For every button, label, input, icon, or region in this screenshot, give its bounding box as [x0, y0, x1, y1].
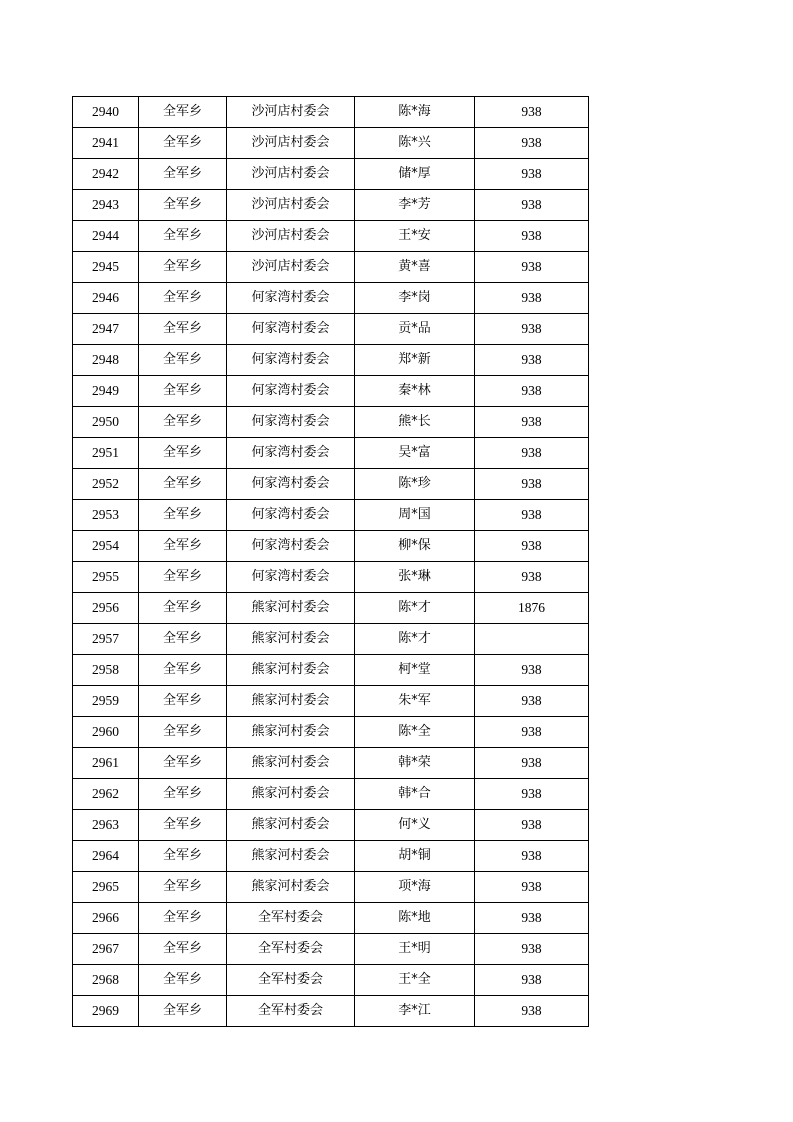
cell-township: 全军乡 [139, 779, 227, 810]
table-row [73, 500, 589, 531]
cell-serial-number: 2944 [73, 221, 139, 252]
cell-amount: 938 [475, 686, 589, 717]
cell-township: 全军乡 [139, 965, 227, 996]
cell-village-committee: 沙河店村委会 [227, 97, 355, 128]
cell-person-name: 陈*海 [355, 97, 475, 128]
cell-amount: 938 [475, 903, 589, 934]
cell-village-committee: 全军村委会 [227, 903, 355, 934]
cell-person-name: 李*岗 [355, 283, 475, 314]
cell-serial-number: 2955 [73, 562, 139, 593]
cell-serial-number: 2943 [73, 190, 139, 221]
cell-person-name: 项*海 [355, 872, 475, 903]
cell-serial-number: 2945 [73, 252, 139, 283]
cell-serial-number: 2949 [73, 376, 139, 407]
cell-serial-number: 2958 [73, 655, 139, 686]
table-row [73, 190, 589, 221]
cell-person-name: 柯*堂 [355, 655, 475, 686]
cell-village-committee: 熊家河村委会 [227, 841, 355, 872]
table-row [73, 872, 589, 903]
cell-township: 全军乡 [139, 810, 227, 841]
cell-amount: 938 [475, 810, 589, 841]
cell-amount: 938 [475, 345, 589, 376]
table-row [73, 221, 589, 252]
roster-table [72, 96, 589, 1027]
cell-township: 全军乡 [139, 97, 227, 128]
cell-village-committee: 何家湾村委会 [227, 531, 355, 562]
table-row [73, 655, 589, 686]
cell-village-committee: 沙河店村委会 [227, 221, 355, 252]
cell-amount: 938 [475, 283, 589, 314]
cell-amount: 1876 [475, 593, 589, 624]
cell-serial-number: 2953 [73, 500, 139, 531]
cell-serial-number: 2963 [73, 810, 139, 841]
table-row [73, 748, 589, 779]
cell-township: 全军乡 [139, 872, 227, 903]
table-row [73, 934, 589, 965]
cell-amount: 938 [475, 221, 589, 252]
cell-amount: 938 [475, 438, 589, 469]
table-row [73, 314, 589, 345]
table-row [73, 810, 589, 841]
cell-village-committee: 熊家河村委会 [227, 717, 355, 748]
cell-amount: 938 [475, 500, 589, 531]
cell-township: 全军乡 [139, 903, 227, 934]
cell-serial-number: 2951 [73, 438, 139, 469]
table-row [73, 717, 589, 748]
cell-village-committee: 何家湾村委会 [227, 438, 355, 469]
table-row [73, 903, 589, 934]
cell-serial-number: 2948 [73, 345, 139, 376]
cell-amount: 938 [475, 872, 589, 903]
table-row [73, 562, 589, 593]
cell-township: 全军乡 [139, 283, 227, 314]
cell-person-name: 贡*品 [355, 314, 475, 345]
table-row [73, 624, 589, 655]
cell-amount: 938 [475, 314, 589, 345]
cell-village-committee: 何家湾村委会 [227, 407, 355, 438]
cell-township: 全军乡 [139, 686, 227, 717]
cell-village-committee: 沙河店村委会 [227, 159, 355, 190]
cell-amount: 938 [475, 97, 589, 128]
cell-amount: 938 [475, 469, 589, 500]
cell-person-name: 李*江 [355, 996, 475, 1027]
cell-township: 全军乡 [139, 748, 227, 779]
cell-township: 全军乡 [139, 469, 227, 500]
cell-village-committee: 何家湾村委会 [227, 283, 355, 314]
cell-township: 全军乡 [139, 841, 227, 872]
table-row [73, 438, 589, 469]
table-row [73, 97, 589, 128]
cell-amount: 938 [475, 655, 589, 686]
cell-township: 全军乡 [139, 531, 227, 562]
cell-amount: 938 [475, 252, 589, 283]
cell-township: 全军乡 [139, 717, 227, 748]
cell-serial-number: 2947 [73, 314, 139, 345]
cell-serial-number: 2956 [73, 593, 139, 624]
cell-township: 全军乡 [139, 221, 227, 252]
table-row [73, 283, 589, 314]
cell-person-name: 胡*铜 [355, 841, 475, 872]
cell-village-committee: 熊家河村委会 [227, 779, 355, 810]
roster-table-body [73, 97, 589, 1027]
cell-township: 全军乡 [139, 128, 227, 159]
cell-amount: 938 [475, 717, 589, 748]
cell-serial-number: 2961 [73, 748, 139, 779]
cell-amount: 938 [475, 128, 589, 159]
cell-amount: 938 [475, 407, 589, 438]
cell-person-name: 柳*保 [355, 531, 475, 562]
cell-village-committee: 沙河店村委会 [227, 128, 355, 159]
cell-township: 全军乡 [139, 996, 227, 1027]
cell-township: 全军乡 [139, 314, 227, 345]
cell-amount: 938 [475, 159, 589, 190]
cell-township: 全军乡 [139, 562, 227, 593]
cell-village-committee: 熊家河村委会 [227, 624, 355, 655]
cell-township: 全军乡 [139, 438, 227, 469]
cell-township: 全军乡 [139, 593, 227, 624]
cell-amount: 938 [475, 531, 589, 562]
cell-township: 全军乡 [139, 500, 227, 531]
cell-amount: 938 [475, 748, 589, 779]
cell-serial-number: 2965 [73, 872, 139, 903]
table-row [73, 345, 589, 376]
cell-person-name: 王*全 [355, 965, 475, 996]
cell-township: 全军乡 [139, 159, 227, 190]
table-row [73, 128, 589, 159]
cell-township: 全军乡 [139, 407, 227, 438]
cell-person-name: 陈*珍 [355, 469, 475, 500]
cell-serial-number: 2969 [73, 996, 139, 1027]
table-row [73, 376, 589, 407]
cell-person-name: 韩*荣 [355, 748, 475, 779]
cell-person-name: 吴*富 [355, 438, 475, 469]
table-row [73, 593, 589, 624]
cell-serial-number: 2942 [73, 159, 139, 190]
cell-village-committee: 全军村委会 [227, 996, 355, 1027]
cell-serial-number: 2962 [73, 779, 139, 810]
cell-village-committee: 熊家河村委会 [227, 748, 355, 779]
table-row [73, 469, 589, 500]
table-row [73, 686, 589, 717]
cell-amount: 938 [475, 965, 589, 996]
cell-village-committee: 何家湾村委会 [227, 345, 355, 376]
cell-village-committee: 沙河店村委会 [227, 252, 355, 283]
cell-serial-number: 2946 [73, 283, 139, 314]
cell-person-name: 张*琳 [355, 562, 475, 593]
cell-amount: 938 [475, 934, 589, 965]
cell-serial-number: 2959 [73, 686, 139, 717]
table-row [73, 159, 589, 190]
table-row [73, 996, 589, 1027]
cell-township: 全军乡 [139, 934, 227, 965]
cell-village-committee: 全军村委会 [227, 965, 355, 996]
cell-township: 全军乡 [139, 190, 227, 221]
cell-township: 全军乡 [139, 655, 227, 686]
cell-serial-number: 2967 [73, 934, 139, 965]
cell-amount: 938 [475, 996, 589, 1027]
cell-serial-number: 2964 [73, 841, 139, 872]
cell-township: 全军乡 [139, 252, 227, 283]
table-row [73, 779, 589, 810]
cell-village-committee: 何家湾村委会 [227, 500, 355, 531]
cell-person-name: 熊*长 [355, 407, 475, 438]
cell-serial-number: 2968 [73, 965, 139, 996]
cell-village-committee: 熊家河村委会 [227, 810, 355, 841]
cell-serial-number: 2940 [73, 97, 139, 128]
cell-serial-number: 2952 [73, 469, 139, 500]
cell-village-committee: 熊家河村委会 [227, 686, 355, 717]
table-row [73, 407, 589, 438]
cell-person-name: 储*厚 [355, 159, 475, 190]
cell-person-name: 陈*才 [355, 593, 475, 624]
cell-person-name: 陈*兴 [355, 128, 475, 159]
cell-village-committee: 熊家河村委会 [227, 593, 355, 624]
cell-village-committee: 何家湾村委会 [227, 469, 355, 500]
cell-serial-number: 2966 [73, 903, 139, 934]
table-row [73, 841, 589, 872]
cell-person-name: 李*芳 [355, 190, 475, 221]
cell-person-name: 陈*全 [355, 717, 475, 748]
cell-village-committee: 何家湾村委会 [227, 376, 355, 407]
cell-person-name: 郑*新 [355, 345, 475, 376]
cell-village-committee: 何家湾村委会 [227, 562, 355, 593]
cell-person-name: 黄*喜 [355, 252, 475, 283]
cell-amount: 938 [475, 841, 589, 872]
cell-village-committee: 熊家河村委会 [227, 872, 355, 903]
cell-serial-number: 2954 [73, 531, 139, 562]
cell-amount: 938 [475, 562, 589, 593]
cell-village-committee: 全军村委会 [227, 934, 355, 965]
cell-person-name: 王*明 [355, 934, 475, 965]
cell-person-name: 周*国 [355, 500, 475, 531]
cell-person-name: 秦*林 [355, 376, 475, 407]
cell-village-committee: 何家湾村委会 [227, 314, 355, 345]
cell-person-name: 陈*地 [355, 903, 475, 934]
cell-township: 全军乡 [139, 376, 227, 407]
cell-person-name: 陈*才 [355, 624, 475, 655]
cell-township: 全军乡 [139, 624, 227, 655]
table-row [73, 531, 589, 562]
cell-serial-number: 2950 [73, 407, 139, 438]
cell-person-name: 韩*合 [355, 779, 475, 810]
cell-serial-number: 2941 [73, 128, 139, 159]
cell-person-name: 何*义 [355, 810, 475, 841]
cell-amount [475, 624, 589, 655]
cell-amount: 938 [475, 190, 589, 221]
cell-amount: 938 [475, 779, 589, 810]
cell-serial-number: 2960 [73, 717, 139, 748]
cell-serial-number: 2957 [73, 624, 139, 655]
table-row [73, 252, 589, 283]
table-row [73, 965, 589, 996]
cell-person-name: 王*安 [355, 221, 475, 252]
cell-village-committee: 沙河店村委会 [227, 190, 355, 221]
cell-township: 全军乡 [139, 345, 227, 376]
cell-person-name: 朱*军 [355, 686, 475, 717]
cell-village-committee: 熊家河村委会 [227, 655, 355, 686]
cell-amount: 938 [475, 376, 589, 407]
